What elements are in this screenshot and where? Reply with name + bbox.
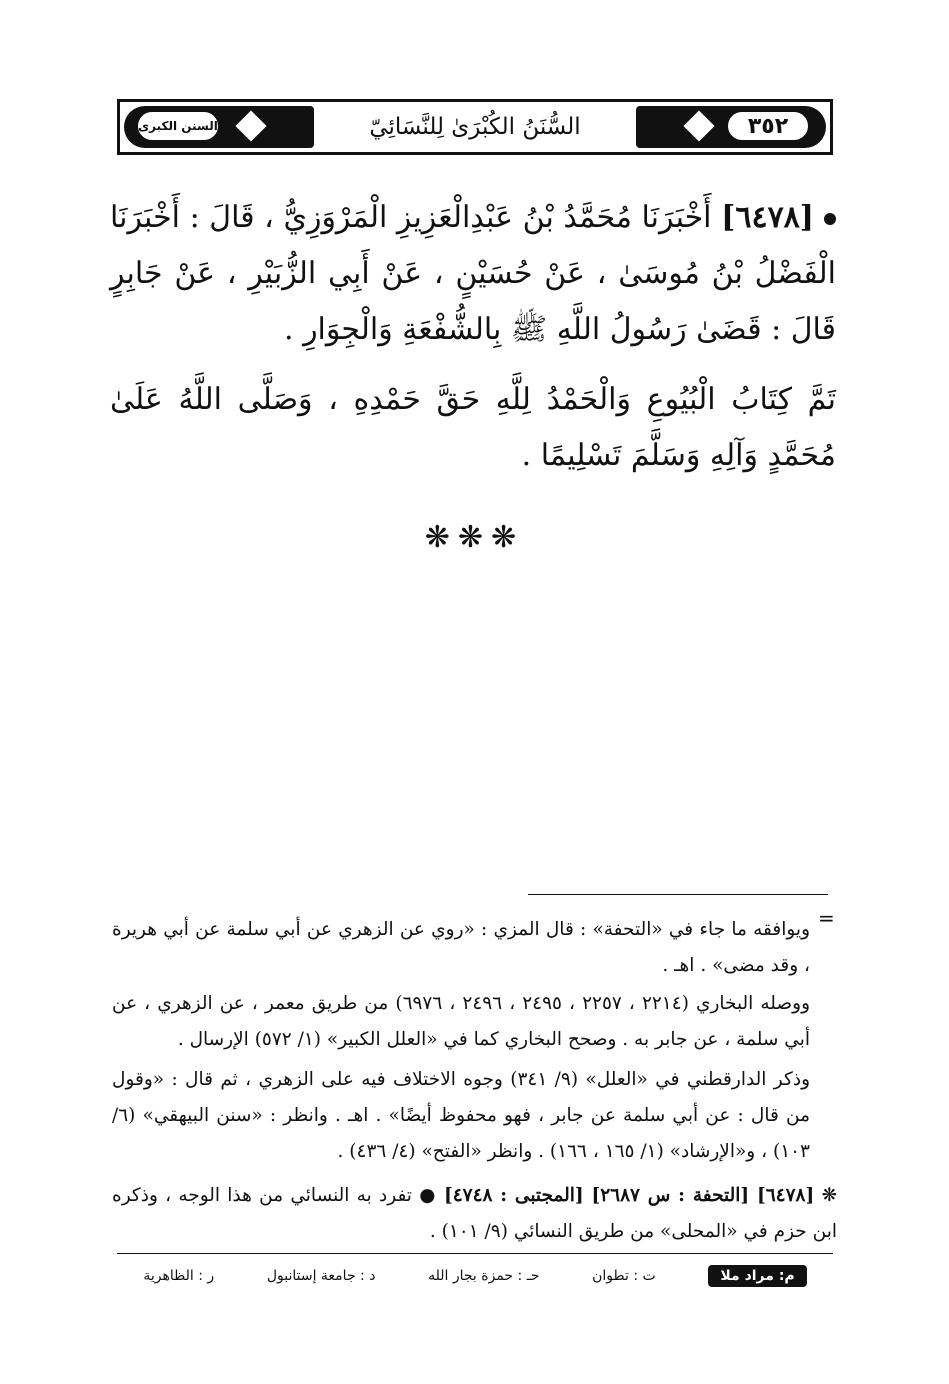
footnote-paragraph (112, 1178, 837, 1250)
footnote-reference: [٦٤٧٨] [التحفة : س ٢٦٨٧] [المجتبى : ٤٧٤٨] (443, 1185, 815, 1206)
hadith-text: أَخْبَرَنَا مُحَمَّدُ بْنُ عَبْدِالْعَزِيزِ الْمَرْوَزِيُّ ، قَالَ : أَخْبَرَنَا الْفَضْلُ بْنُ مُوسَىٰ ، عَنْ حُسَيْنٍ ، عَنْ أَبِي الزُّبَيْرِ ، عَنْ جَابِرٍ قَالَ : قَضَىٰ رَسُولُ اللَّهِ ﷺ بِالشُّفْعَةِ وَالْجِوَارِ . (110, 200, 836, 347)
footnote-text: ● تفرد به النسائي من هذا الوجه ، وذكره ابن حزم في «المحلى» من طريق النسائي (٩/ ١٠١) . (112, 1185, 837, 1242)
footnote-paragraph: ويوافقه ما جاء في «التحفة» : قال المزي : «روي عن الزهري عن أبي سلمة عن أبي هريرة ، وقد مضى» . اهـ . (112, 919, 810, 976)
footnote-paragraph: وذكر الدارقطني في «العلل» (٩/ ٣٤١) وجوه الاختلاف فيه على الزهري ، ثم قال : «وقول من قال : عن أبي سلمة عن جابر ، فهو محفوظ أيضًا» . اهـ . وانظر : «سنن البيهقي» (٦/ ١٠٣) ، و«الإرشاد» (١/ ١٦٥ ، ١٦٦) . وانظر «الفتح» (٤/ ٤٣٦) . (112, 1069, 810, 1162)
legend-badge: م: مراد ملا (708, 1265, 806, 1287)
hadith-number: [٦٤٧٨] (721, 200, 814, 235)
page-header (117, 99, 833, 155)
footnote-paragraph: ووصله البخاري (٢٢١٤ ، ٢٢٥٧ ، ٢٤٩٥ ، ٢٤٩٦ ، ٦٩٧٦) من طريق معمر ، عن الزهري ، عن أبي سلمة ، عن جابر به . وصحح البخاري كما في «العلل الكبير» (١/ ٥٧٢) الإرسال . (112, 993, 810, 1050)
legend-item: ر : الظاهرية (143, 1268, 215, 1284)
page-number: ٣٥٢ (726, 110, 810, 142)
colophon: تَمَّ كِتَابُ الْبُيُوعِ وَالْحَمْدُ لِلَّهِ حَقَّ حَمْدِهِ ، وَصَلَّى اللَّهُ عَلَىٰ مُحَمَّدٍ وَآلِهِ وَسَلَّمَ تَسْلِيمًا . (110, 382, 836, 473)
manuscript-legend (117, 1261, 833, 1291)
asterisk-icon: ❋ (821, 1185, 837, 1206)
legend-item: ت : تطوان (592, 1268, 656, 1284)
bullet-icon (824, 213, 836, 225)
legend-divider (117, 1253, 833, 1254)
footnote-divider (528, 894, 828, 895)
footnote-continuation-mark: = (818, 906, 835, 930)
hadith-paragraph (110, 190, 836, 358)
legend-item: حـ : حمزة بجار الله (428, 1268, 540, 1284)
book-emblem-logo: السنن الكبرى (136, 110, 220, 142)
legend-item: د : جامعة إستانبول (266, 1268, 376, 1284)
section-separator: ❋❋❋ (424, 520, 525, 555)
running-title: السُّنَنُ الكُبْرَىٰ لِلنَّسَائِيّ (369, 114, 581, 140)
